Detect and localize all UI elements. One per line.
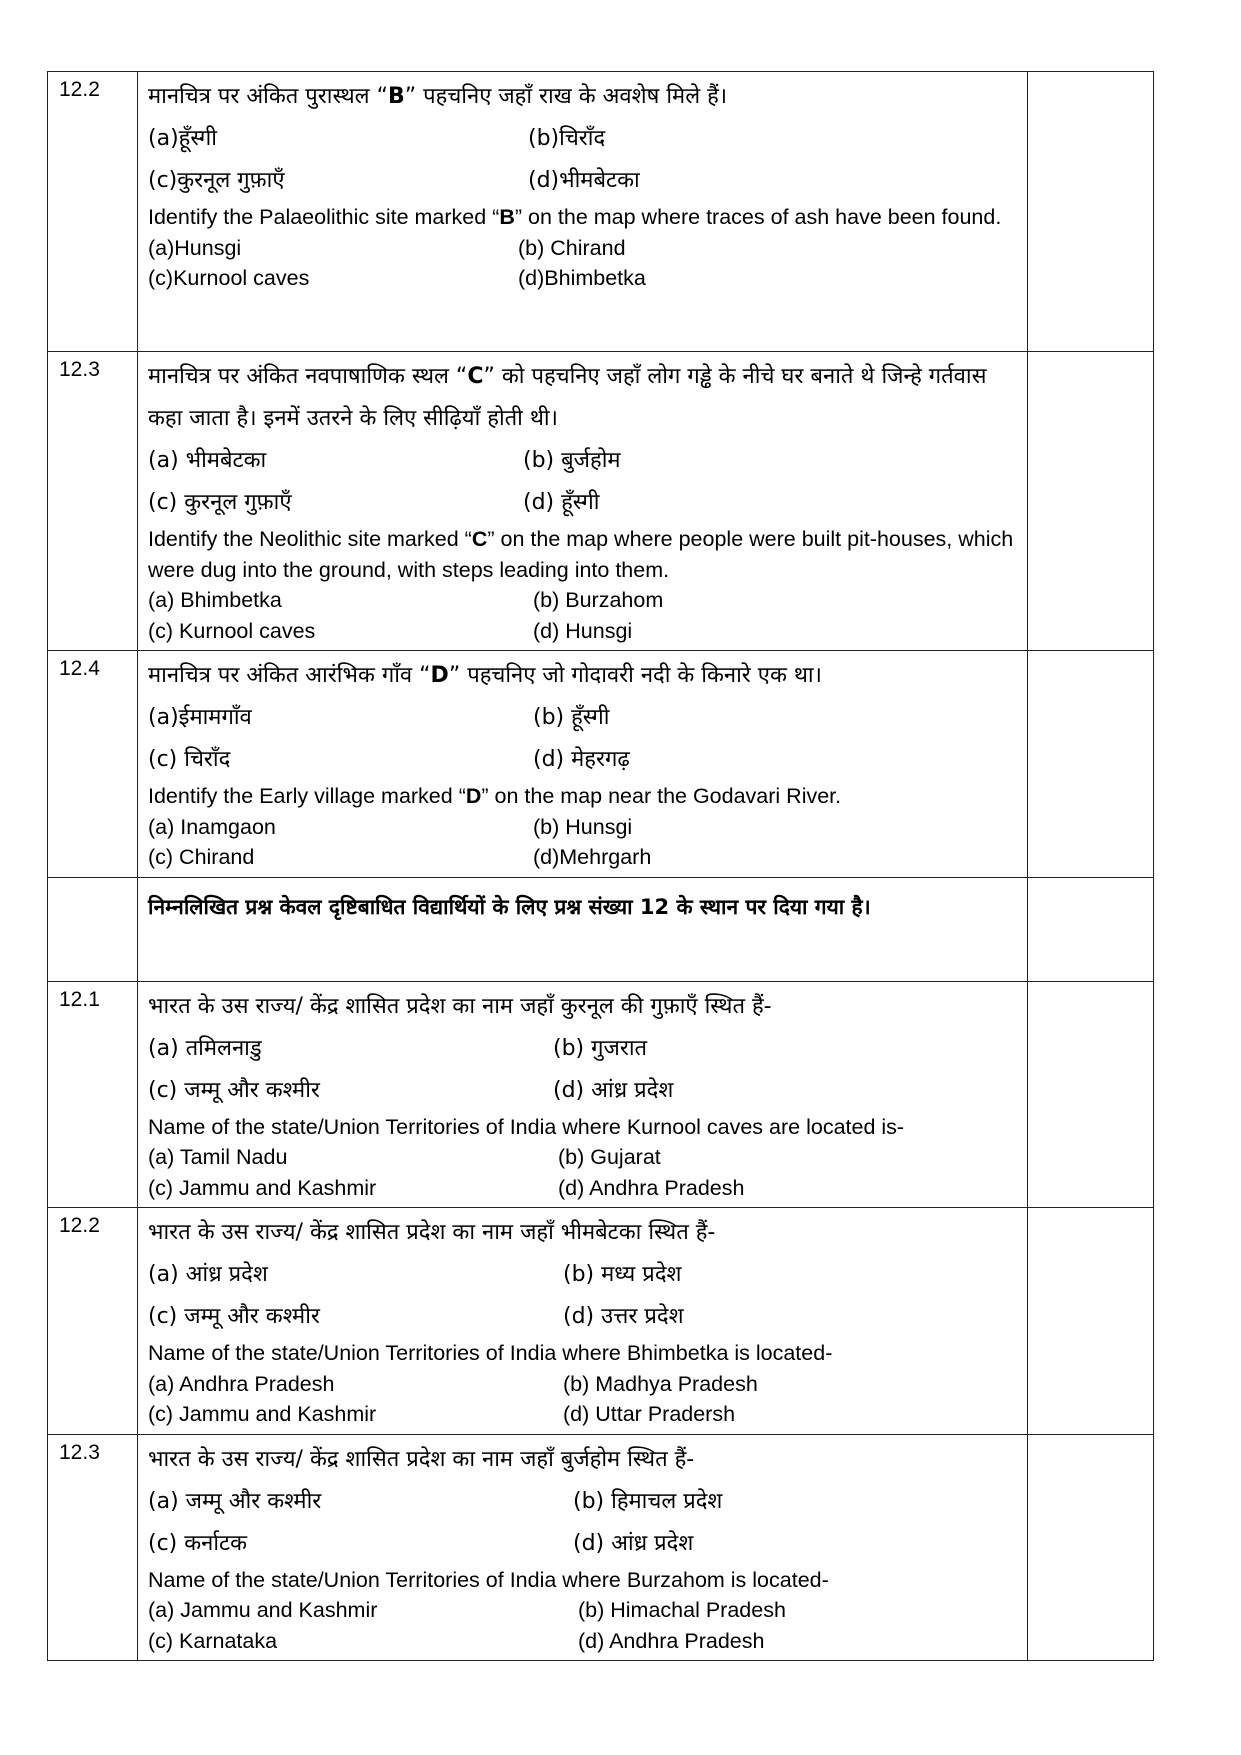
english-options bbox=[148, 1595, 1017, 1656]
hindi-option-d: (d) मेहरगढ़ bbox=[533, 747, 630, 772]
hindi-option-c: (c) जम्मू और कश्मीर bbox=[148, 1077, 320, 1103]
english-option-a: (a) Andhra Pradesh bbox=[148, 1371, 335, 1396]
question-table bbox=[47, 71, 1154, 1661]
marks-cell bbox=[1028, 1208, 1154, 1435]
hindi-options bbox=[148, 1254, 1017, 1338]
hindi-question: भारत के उस राज्य/ केंद्र शासित प्रदेश का नाम जहाँ बुर्जहोम स्थित हैं- bbox=[148, 1446, 695, 1472]
hindi-option-b: (b) बुर्जहोम bbox=[523, 448, 621, 473]
hindi-options bbox=[148, 440, 1017, 524]
hindi-question: मानचित्र पर अंकित पुरास्थल “B” पहचनिए जहाँ राख के अवशेष मिले हैं। bbox=[148, 84, 728, 109]
question-row bbox=[48, 981, 1154, 1208]
hindi-option-c: (c) कुरनूल गुफ़ाएँ bbox=[148, 490, 292, 515]
question-number: 12.2 bbox=[48, 1208, 138, 1435]
hindi-option-c: (c) कर्नाटक bbox=[148, 1530, 248, 1556]
english-option-c: (c) Karnataka bbox=[148, 1628, 278, 1653]
english-option-c: (c) Chirand bbox=[148, 845, 255, 869]
visually-impaired-note: निम्नलिखित प्रश्न केवल दृष्टिबाधित विद्यार्थियों के लिए प्रश्न संख्या 12 के स्थान पर दिया गया है। bbox=[148, 894, 871, 919]
english-option-b: (b) Chirand bbox=[518, 235, 626, 260]
hindi-option-d: (d) उत्तर प्रदेश bbox=[563, 1304, 684, 1329]
question-body bbox=[138, 1208, 1028, 1435]
english-option-a: (a)Hunsgi bbox=[148, 235, 242, 260]
english-option-c: (c) Kurnool caves bbox=[148, 618, 316, 643]
question-row bbox=[48, 1208, 1154, 1435]
question-number: 12.4 bbox=[48, 651, 138, 878]
english-option-d: (d) Andhra Pradesh bbox=[578, 1628, 765, 1653]
hindi-option-b: (b) गुजरात bbox=[553, 1035, 648, 1061]
hindi-option-c: (c) जम्मू और कश्मीर bbox=[148, 1304, 320, 1329]
question-number: 12.3 bbox=[48, 352, 138, 651]
question-row bbox=[48, 72, 1154, 352]
hindi-options bbox=[148, 697, 1017, 781]
question-row bbox=[48, 352, 1154, 651]
english-question: Name of the state/Union Territories of India where Bhimbetka is located- bbox=[148, 1341, 833, 1365]
english-question: Name of the state/Union Territories of India where Kurnool caves are located is- bbox=[148, 1114, 905, 1139]
question-row bbox=[48, 651, 1154, 878]
english-option-b: (b) Hunsgi bbox=[533, 814, 633, 839]
english-options bbox=[148, 1142, 1017, 1203]
hindi-option-a: (a) जम्मू और कश्मीर bbox=[148, 1488, 322, 1514]
english-options bbox=[148, 233, 1017, 294]
english-option-c: (c) Jammu and Kashmir bbox=[148, 1175, 377, 1200]
english-option-d: (d) Hunsgi bbox=[533, 618, 633, 643]
question-body bbox=[138, 1434, 1028, 1661]
english-option-b: (b) Madhya Pradesh bbox=[563, 1371, 758, 1396]
hindi-options bbox=[148, 1481, 1017, 1565]
hindi-options bbox=[148, 118, 1017, 202]
question-body bbox=[138, 981, 1028, 1208]
question-row bbox=[48, 1434, 1154, 1661]
marks-cell bbox=[1028, 651, 1154, 878]
english-question: Identify the Palaeolithic site marked “B” on the map where traces of ash have been found. bbox=[148, 205, 1002, 229]
marks-cell bbox=[1028, 981, 1154, 1208]
english-option-d: (d)Bhimbetka bbox=[518, 266, 646, 290]
english-options bbox=[148, 1369, 1017, 1430]
hindi-option-d: (d)भीमबेटका bbox=[528, 168, 640, 193]
hindi-question: मानचित्र पर अंकित नवपाषाणिक स्थल “C” को पहचनिए जहाँ लोग गड्ढे के नीचे घर बनाते थे जिन्हे गर्तवास कहा जाता है। इनमें उतरने के लिए सीढ़ियाँ होती थी। bbox=[148, 364, 987, 431]
question-number: 12.3 bbox=[48, 1434, 138, 1661]
hindi-option-b: (b) हूँस्गी bbox=[533, 705, 610, 730]
english-option-c: (c)Kurnool caves bbox=[148, 266, 310, 290]
english-option-d: (d)Mehrgarh bbox=[533, 845, 652, 869]
hindi-option-a: (a) भीमबेटका bbox=[148, 448, 267, 473]
english-question: Identify the Early village marked “D” on the map near the Godavari River. bbox=[148, 784, 842, 808]
english-options bbox=[148, 585, 1017, 646]
hindi-option-a: (a) तमिलनाडु bbox=[148, 1035, 262, 1061]
question-number: 12.1 bbox=[48, 981, 138, 1208]
note-number-cell bbox=[48, 877, 138, 981]
marks-cell bbox=[1028, 1434, 1154, 1661]
question-page bbox=[47, 71, 1153, 1661]
marks-cell bbox=[1028, 352, 1154, 651]
hindi-option-b: (b) मध्य प्रदेश bbox=[563, 1262, 682, 1287]
hindi-option-a: (a)हूँस्गी bbox=[148, 126, 217, 151]
question-body bbox=[138, 72, 1028, 352]
question-number: 12.2 bbox=[48, 72, 138, 352]
hindi-option-b: (b)चिराँद bbox=[528, 126, 606, 151]
english-option-b: (b) Burzahom bbox=[533, 588, 664, 612]
english-question: Name of the state/Union Territories of India where Burzahom is located- bbox=[148, 1567, 829, 1592]
hindi-option-a: (a)ईमामगाँव bbox=[148, 705, 252, 730]
hindi-question: भारत के उस राज्य/ केंद्र शासित प्रदेश का नाम जहाँ कुरनूल की गुफ़ाएँ स्थित हैं- bbox=[148, 993, 772, 1019]
question-body bbox=[138, 651, 1028, 878]
hindi-options bbox=[148, 1028, 1017, 1112]
hindi-option-c: (c) चिराँद bbox=[148, 747, 231, 772]
english-option-b: (b) Gujarat bbox=[558, 1145, 661, 1169]
question-body bbox=[138, 352, 1028, 651]
hindi-question: भारत के उस राज्य/ केंद्र शासित प्रदेश का नाम जहाँ भीमबेटका स्थित हैं- bbox=[148, 1220, 716, 1245]
english-option-b: (b) Himachal Pradesh bbox=[578, 1598, 786, 1622]
hindi-option-d: (d) आंध्र प्रदेश bbox=[573, 1530, 694, 1556]
hindi-option-b: (b) हिमाचल प्रदेश bbox=[573, 1488, 723, 1514]
english-question: Identify the Neolithic site marked “C” on the map where people were built pit-houses, which were dug into the ground, with steps leading into them. bbox=[148, 527, 1014, 582]
note-row bbox=[48, 877, 1154, 981]
hindi-option-a: (a) आंध्र प्रदेश bbox=[148, 1262, 268, 1287]
english-option-d: (d) Uttar Pradersh bbox=[563, 1402, 736, 1426]
note-body bbox=[138, 877, 1028, 981]
english-option-d: (d) Andhra Pradesh bbox=[558, 1175, 745, 1200]
english-option-a: (a) Bhimbetka bbox=[148, 588, 282, 612]
english-option-a: (a) Inamgaon bbox=[148, 814, 276, 839]
english-option-a: (a) Jammu and Kashmir bbox=[148, 1598, 378, 1622]
english-option-a: (a) Tamil Nadu bbox=[148, 1145, 288, 1169]
english-option-c: (c) Jammu and Kashmir bbox=[148, 1402, 377, 1426]
hindi-option-d: (d) हूँस्गी bbox=[523, 490, 600, 515]
hindi-option-d: (d) आंध्र प्रदेश bbox=[553, 1077, 674, 1103]
marks-cell bbox=[1028, 877, 1154, 981]
hindi-question: मानचित्र पर अंकित आरंभिक गाँव “D” पहचनिए जो गोदावरी नदी के किनारे एक था। bbox=[148, 663, 822, 688]
english-options bbox=[148, 812, 1017, 873]
hindi-option-c: (c)कुरनूल गुफ़ाएँ bbox=[148, 168, 285, 193]
marks-cell bbox=[1028, 72, 1154, 352]
